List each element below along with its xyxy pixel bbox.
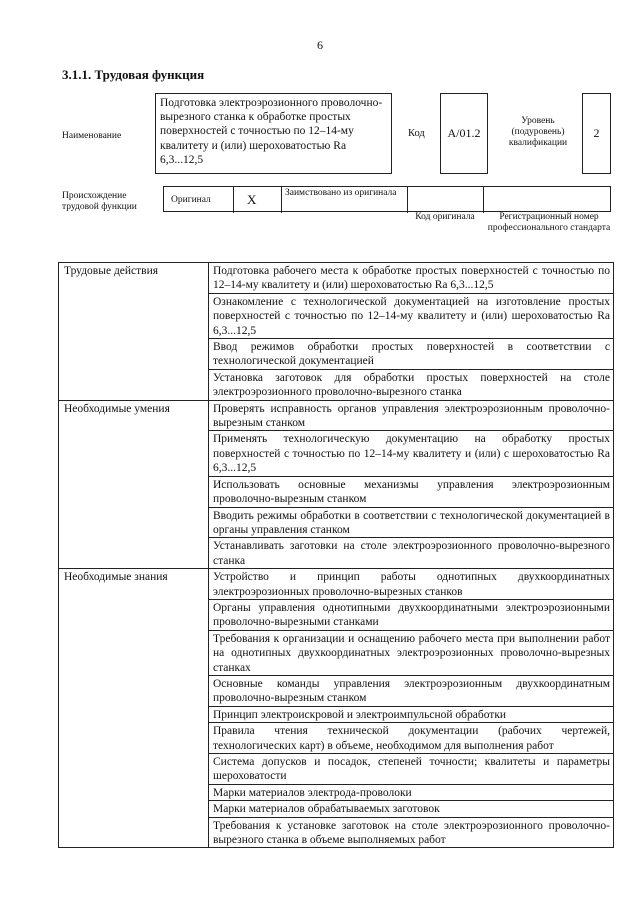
original-label-cell xyxy=(164,187,234,213)
required-skills-item: Использовать основные механизмы управления электроэрозионным проволочно-вырезным станком xyxy=(209,476,614,507)
labor-actions-item: Подготовка рабочего места к обработке простых поверхностей с точностью по 12–14-му квалитету и (или) шероховатостью Ra 6,3...12,5 xyxy=(209,263,614,294)
labor-actions-item: Ознакомление с технологической документацией на изготовление простых поверхностей с точностью по 12–14-му квалитету и (или) шероховатостью Ra 6,3...12,5 xyxy=(209,293,614,338)
function-details-table xyxy=(58,262,614,848)
original-label: Оригинал xyxy=(171,195,211,205)
labor-actions-item: Установка заготовок для обработки простых поверхностей на столе электроэрозионного проволочно-вырезного станка xyxy=(209,369,614,400)
labor-actions-heading: Трудовые действия xyxy=(59,263,209,401)
original-mark-cell xyxy=(234,187,282,213)
borrowed-cell xyxy=(282,187,408,213)
required-skills-item: Вводить режимы обработки в соответствии с технологической документацией в органы управления станком xyxy=(209,507,614,538)
section-title: 3.1.1. Трудовая функция xyxy=(62,67,205,82)
function-name-box xyxy=(155,93,392,174)
original-code-cell xyxy=(408,187,484,213)
required-knowledge-item: Устройство и принцип работы однотипных двухкоординатных электроэрозионных проволочно-вырезных станков xyxy=(209,569,614,600)
required-knowledge-item: Основные команды управления электроэрозионным двухкоординатным проволочно-вырезным станком xyxy=(209,675,614,706)
required-knowledge-item: Требования к организации и оснащению рабочего места при выполнении работ на однотипных двухкоординатных электроэрозионных проволочно-вырезных станках xyxy=(209,630,614,675)
origin-label: Происхождение трудовой функции xyxy=(62,191,137,212)
level-box xyxy=(582,93,611,174)
level-value: 2 xyxy=(593,126,600,140)
table-row xyxy=(59,263,614,294)
required-skills-item: Проверять исправность органов управления электроэрозионным проволочно-вырезным станком xyxy=(209,400,614,431)
level-label: Уровень (подуровень) квалификации xyxy=(508,116,568,148)
table-row xyxy=(59,569,614,600)
required-knowledge-item: Принцип электроискровой и электроимпульсной обработки xyxy=(209,706,614,722)
page-number: 6 xyxy=(317,38,323,52)
labor-actions-item: Ввод режимов обработки простых поверхностей в соответствии с технологической документацией xyxy=(209,339,614,370)
name-label: Наименование xyxy=(62,131,122,141)
required-knowledge-item: Марки материалов обрабатываемых заготовок xyxy=(209,801,614,817)
code-original-caption: Код оригинала xyxy=(415,212,475,222)
required-knowledge-item: Правила чтения технической документации (рабочих чертежей, технологических карт) в объеме, необходимом для выполнения работ xyxy=(209,723,614,754)
required-knowledge-heading: Необходимые знания xyxy=(59,569,209,848)
code-label: Код xyxy=(408,128,425,139)
origin-row xyxy=(163,186,611,212)
original-mark: X xyxy=(247,192,257,207)
borrowed-label: Заимствовано из оригинала xyxy=(285,188,397,198)
required-skills-item: Применять технологическую документацию на обработку простых поверхностей с точностью по 12–14-му квалитету и (или) с шероховатостью Ra 6,3...12,5 xyxy=(209,431,614,476)
required-knowledge-item: Система допусков и посадок, степеней точности; квалитеты и параметры шероховатости xyxy=(209,754,614,785)
code-value: А/01.2 xyxy=(447,126,481,140)
function-name-value: Подготовка электроэрозионного проволочно-вырезного станка к обработке простых поверхностей с точностью по 12–14-му квалитету и (или) шероховатостью Ra 6,3...12,5 xyxy=(160,97,383,166)
code-box xyxy=(440,93,488,174)
reg-number-caption: Регистрационный номер профессионального стандарта xyxy=(487,212,611,233)
required-knowledge-item: Органы управления однотипными двухкоординатными электроэрозионными проволочно-вырезными станками xyxy=(209,599,614,630)
required-knowledge-item: Марки материалов электрода-проволоки xyxy=(209,784,614,800)
table-row xyxy=(59,400,614,431)
required-skills-heading: Необходимые умения xyxy=(59,400,209,568)
required-knowledge-item: Требования к установке заготовок на столе электроэрозионного проволочно-вырезного станка в объеме выполняемых работ xyxy=(209,817,614,848)
required-skills-item: Устанавливать заготовки на столе электроэрозионного проволочно-вырезного станка xyxy=(209,538,614,569)
